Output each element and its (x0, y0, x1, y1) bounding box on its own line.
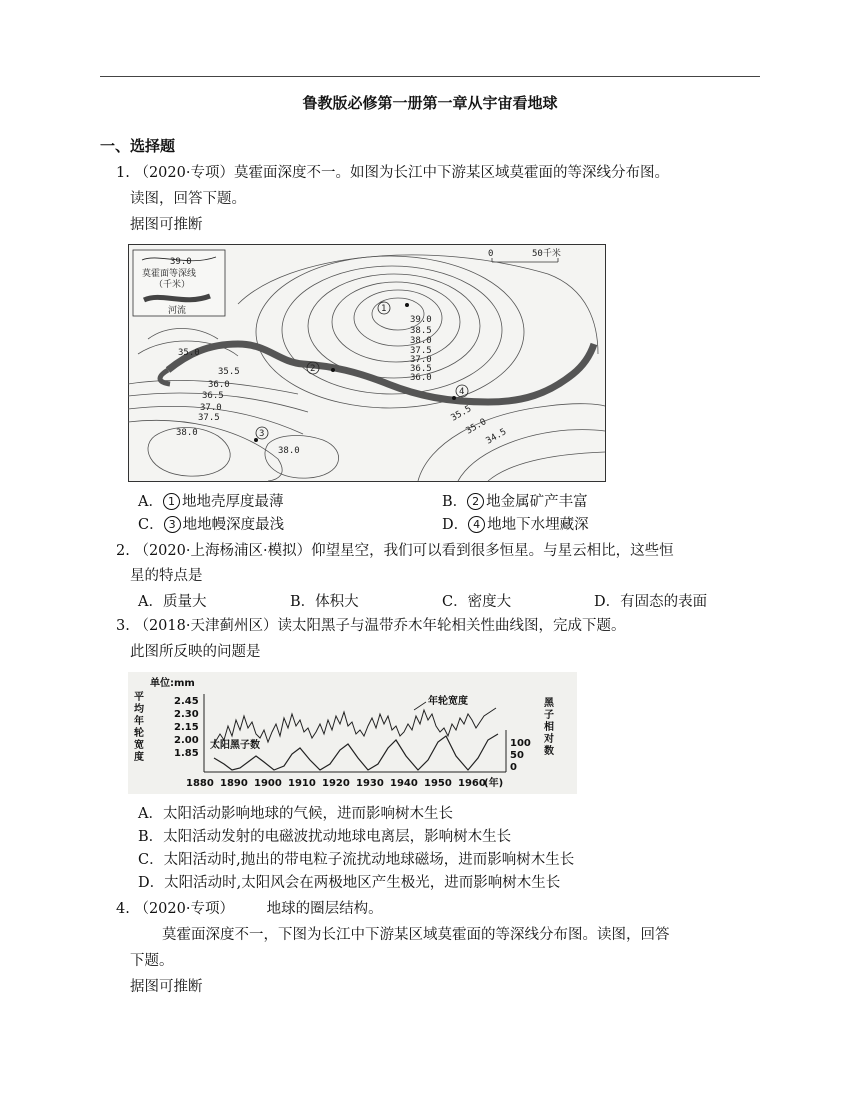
tick-label: 1.85 (174, 748, 199, 759)
map-point-2: 2 (310, 364, 316, 374)
tick-label: 0 (510, 762, 517, 773)
tick-label: 1960 (458, 778, 486, 789)
tick-label: 2.15 (174, 722, 199, 733)
section-heading: 一、选择题 (100, 137, 176, 155)
q4-source: （2020·专项） (134, 901, 234, 917)
contour-label: 36.5 (410, 364, 432, 374)
left-axis-label (134, 690, 144, 763)
contour-label: 38.5 (410, 326, 432, 336)
axis-char: 度 (134, 752, 144, 763)
q1-option-b[interactable] (442, 492, 588, 512)
contour-labels-north (410, 315, 432, 383)
contour-label: 38.0 (176, 428, 198, 438)
legend-title: 莫霍面等深线 (142, 269, 197, 279)
q1-number: 1. (116, 165, 130, 181)
q3-option-b[interactable]: B．太阳活动发射的电磁波扰动地球电离层，影响树木生长 (138, 829, 512, 845)
q4-line3: 下题。 (130, 953, 174, 969)
q1-line3: 据图可推断 (130, 217, 203, 233)
axis-char: 相 (544, 722, 554, 733)
contour-label: 35.5 (449, 404, 474, 424)
axis-char: 子 (544, 710, 554, 721)
contour-label: 37.0 (410, 355, 432, 365)
scale-distance: 50千米 (532, 249, 561, 259)
contour-label: 39.0 (410, 315, 432, 325)
option-text: 地地下水埋藏深 (487, 517, 589, 533)
tick-label: 1900 (254, 778, 282, 789)
moho-contour-map (128, 244, 606, 482)
page-title: 鲁教版必修第一册第一章从宇宙看地球 (302, 94, 558, 112)
q4-line1 (116, 899, 383, 919)
scale-zero: 0 (488, 249, 494, 259)
q4-line2: 莫霍面深度不一，下图为长江中下游某区域莫霍面的等深线分布图。读图，回答 (162, 927, 670, 943)
axis-char: 轮 (134, 728, 144, 739)
tick-label: 1910 (288, 778, 316, 789)
q2-line1 (116, 541, 674, 561)
contour-label: 34.5 (484, 427, 509, 447)
legend-value: 39.0 (170, 257, 192, 267)
moho-map-svg (128, 244, 606, 482)
contour-label: 35.0 (464, 417, 489, 437)
contour-label: 36.0 (208, 380, 230, 390)
circled-number: 1 (163, 493, 180, 510)
option-text: 地金属矿产丰富 (486, 494, 588, 510)
x-unit: (年) (484, 778, 504, 789)
q2-line2: 星的特点是 (130, 568, 203, 584)
series-label-ring: 年轮宽度 (428, 696, 468, 707)
q1-line2: 读图，回答下题。 (130, 191, 246, 207)
q3-option-c[interactable]: C．太阳活动时,抛出的带电粒子流扰动地球磁场，进而影响树木生长 (138, 852, 575, 868)
option-text: 地地壳厚度最薄 (181, 494, 284, 510)
option-letter: C． (138, 517, 164, 533)
axis-char: 数 (544, 746, 554, 757)
tick-label: 1920 (322, 778, 350, 789)
q3-number: 3. (116, 618, 130, 634)
tick-label: 2.00 (174, 735, 199, 746)
tick-label: 2.45 (174, 696, 199, 707)
tick-label: 2.30 (174, 709, 199, 720)
option-text: 地地幔深度最浅 (182, 517, 285, 533)
contour-label: 35.0 (178, 348, 200, 358)
q2-option-b[interactable]: B．体积大 (290, 594, 359, 610)
header-rule (100, 76, 760, 77)
contour-label: 37.5 (198, 413, 220, 423)
q3-line2: 此图所反映的问题是 (130, 644, 261, 660)
q1-line1 (116, 163, 669, 183)
tick-label: 1950 (424, 778, 452, 789)
axis-char: 黑 (544, 698, 554, 709)
q3-option-a[interactable]: A．太阳活动影响地球的气候，进而影响树木生长 (138, 806, 453, 822)
q1-stem: （2020·专项）莫霍面深度不一。如图为长江中下游某区域莫霍面的等深线分布图。 (134, 165, 669, 181)
axis-char: 对 (544, 734, 554, 745)
tick-label: 50 (510, 750, 524, 761)
map-point-4: 4 (459, 387, 465, 397)
sunspot-tree-ring-chart (128, 672, 577, 794)
q1-option-c[interactable] (138, 515, 284, 535)
contour-label: 38.0 (410, 336, 432, 346)
series-label-sunspot: 太阳黑子数 (210, 740, 260, 751)
q2-option-a[interactable]: A．质量大 (138, 594, 207, 610)
map-point-3: 3 (259, 429, 265, 439)
tick-label: 1940 (390, 778, 418, 789)
left-ticks (174, 696, 199, 759)
q4-number: 4. (116, 901, 130, 917)
q3-stem: （2018·天津蓟州区）读太阳黑子与温带乔木年轮相关性曲线图，完成下题。 (134, 618, 626, 634)
q2-number: 2. (116, 543, 130, 559)
tick-label: 1890 (220, 778, 248, 789)
axis-char: 均 (134, 704, 144, 715)
tick-label: 1930 (356, 778, 384, 789)
q2-stem: （2020·上海杨浦区·模拟）仰望星空，我们可以看到很多恒星。与星云相比，这些恒 (134, 543, 674, 559)
q2-option-c[interactable]: C．密度大 (442, 594, 512, 610)
right-axis-label (543, 696, 555, 757)
map-point-1: 1 (381, 304, 387, 314)
q2-option-d[interactable]: D．有固态的表面 (594, 594, 708, 610)
q1-option-a[interactable] (138, 492, 283, 512)
q1-option-d[interactable] (442, 515, 589, 535)
contour-label: 36.0 (410, 373, 432, 383)
circled-number: 3 (164, 516, 181, 533)
legend-river-label: 河流 (168, 306, 187, 316)
q4-line4: 据图可推断 (130, 979, 203, 995)
contour-label: 37.5 (410, 346, 432, 356)
option-letter: A． (138, 494, 163, 510)
option-letter: D． (442, 517, 469, 533)
contour-label: 38.0 (278, 446, 300, 456)
chart-unit: 单位:mm (150, 678, 195, 689)
contour-label: 35.5 (218, 367, 240, 377)
circled-number: 4 (468, 516, 485, 533)
q3-option-d[interactable]: D．太阳活动时,太阳风会在两极地区产生极光，进而影响树木生长 (138, 875, 561, 891)
legend-unit: （千米） (154, 280, 191, 290)
q4-topic: 地球的圈层结构。 (266, 901, 383, 917)
q3-line1 (116, 616, 625, 636)
axis-char: 年 (134, 716, 144, 727)
chart-svg (128, 672, 577, 794)
axis-char: 宽 (134, 740, 144, 751)
tick-label: 1880 (186, 778, 214, 789)
option-letter: B． (442, 494, 468, 510)
tick-label: 100 (510, 738, 531, 749)
contour-label: 37.0 (200, 403, 222, 413)
contour-label: 36.5 (202, 391, 224, 401)
circled-number: 2 (467, 493, 484, 510)
axis-char: 平 (134, 692, 144, 703)
